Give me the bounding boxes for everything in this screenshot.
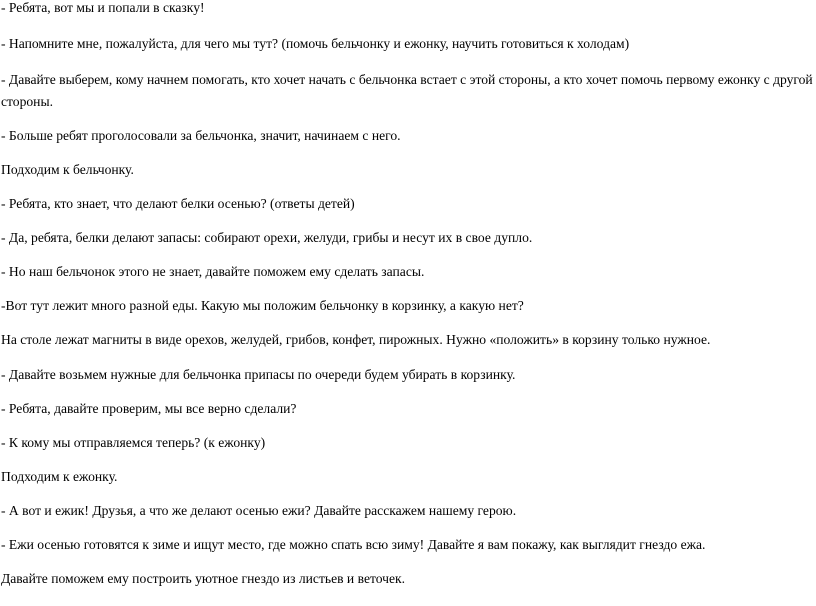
- paragraph-10: На столе лежат магниты в виде орехов, желудей, грибов, конфет, пирожных. Нужно «положить» в корзину только нужное.: [1, 332, 711, 347]
- paragraph-12: - Ребята, давайте проверим, мы все верно сделали?: [1, 401, 297, 416]
- paragraph-1: - Ребята, вот мы и попали в сказку!: [1, 0, 205, 15]
- paragraph-17: Давайте поможем ему построить уютное гнездо из листьев и веточек.: [1, 571, 406, 586]
- paragraph-4: - Больше ребят проголосовали за бельчонка, значит, начинаем с него.: [1, 128, 401, 143]
- paragraph-13: - К кому мы отправляемся теперь? (к ежонку): [1, 435, 266, 450]
- paragraph-7: - Да, ребята, белки делают запасы: собирают орехи, желуди, грибы и несут их в свое дупло.: [1, 230, 533, 245]
- paragraph-2: - Напомните мне, пожалуйста, для чего мы тут? (помочь бельчонку и ежонку, научить готовиться к холодам): [1, 36, 630, 51]
- paragraph-15: - А вот и ежик! Друзья, а что же делают осенью ежи? Давайте расскажем нашему герою.: [1, 503, 517, 518]
- paragraph-11: - Давайте возьмем нужные для бельчонка припасы по очереди будем убирать в корзинку.: [1, 367, 516, 382]
- paragraph-9: -Вот тут лежит много разной еды. Какую мы положим бельчонку в корзинку, а какую нет?: [1, 298, 524, 313]
- paragraph-14: Подходим к ежонку.: [1, 469, 118, 484]
- paragraph-8: - Но наш бельчонок этого не знает, давайте поможем ему сделать запасы.: [1, 264, 425, 279]
- paragraph-5: Подходим к бельчонку.: [1, 162, 134, 177]
- paragraph-16: - Ежи осенью готовятся к зиме и ищут место, где можно спать всю зиму! Давайте я вам покажу, как выглядит гнездо ежа.: [1, 537, 706, 552]
- paragraph-3: - Давайте выберем, кому начнем помогать, кто хочет начать с бельчонка встает с этой стороны, а кто хочет помочь первому ежонку с другой стороны.: [1, 72, 813, 109]
- paragraph-6: - Ребята, кто знает, что делают белки осенью? (ответы детей): [1, 196, 355, 211]
